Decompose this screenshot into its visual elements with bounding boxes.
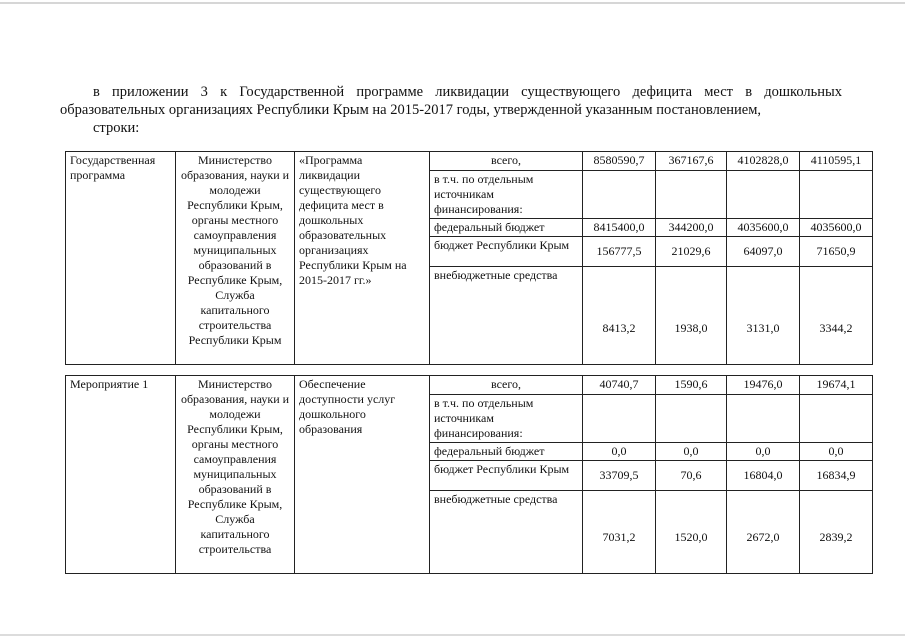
value-cell: 1938,0 <box>656 267 727 365</box>
value-cell: 8580590,7 <box>583 152 656 171</box>
scan-edge-top <box>0 2 905 4</box>
source-cell: внебюджетные средства <box>430 267 583 365</box>
row-name-cell: Государственная программа <box>66 152 176 365</box>
value-cell: 71650,9 <box>800 237 873 267</box>
intro-line-2: образовательных организациях Республики Крым на 2015-2017 годы, утвержденной указанным постановлением, <box>60 102 762 118</box>
value-cell: 16834,9 <box>800 461 873 491</box>
source-cell: всего, <box>430 376 583 395</box>
value-cell: 2672,0 <box>727 491 800 574</box>
table-row <box>66 152 873 171</box>
value-cell: 2839,2 <box>800 491 873 574</box>
source-cell: всего, <box>430 152 583 171</box>
scan-edge-bottom <box>0 634 905 636</box>
value-cell <box>583 395 656 443</box>
value-cell: 7031,2 <box>583 491 656 574</box>
value-cell: 3131,0 <box>727 267 800 365</box>
value-cell: 4102828,0 <box>727 152 800 171</box>
source-cell: в т.ч. по отдельным источникам финансирования: <box>430 395 583 443</box>
value-cell: 3344,2 <box>800 267 873 365</box>
value-cell: 40740,7 <box>583 376 656 395</box>
source-cell: в т.ч. по отдельным источникам финансирования: <box>430 171 583 219</box>
intro-line-1: в приложении 3 к Государственной программе ликвидации существующего дефицита мест в дошкольных <box>93 84 842 100</box>
value-cell: 21029,6 <box>656 237 727 267</box>
value-cell: 156777,5 <box>583 237 656 267</box>
value-cell: 367167,6 <box>656 152 727 171</box>
value-cell: 64097,0 <box>727 237 800 267</box>
value-cell: 0,0 <box>800 443 873 461</box>
value-cell <box>656 395 727 443</box>
value-cell <box>800 395 873 443</box>
table-row <box>66 376 873 395</box>
value-cell: 4035600,0 <box>800 219 873 237</box>
executor-cell: Министерство образования, науки и молодежи Республики Крым, органы местного самоуправления муниципальных образований в Республике Крым, Служба капитального строительства <box>176 376 295 574</box>
intro-line-3: строки: <box>93 120 140 136</box>
value-cell: 344200,0 <box>656 219 727 237</box>
value-cell: 0,0 <box>656 443 727 461</box>
value-cell: 0,0 <box>727 443 800 461</box>
program-title-cell: «Программа ликвидации существующего дефицита мест в дошкольных образовательных организациях Республики Крым на 2015-2017 гг.» <box>295 152 430 365</box>
value-cell <box>656 171 727 219</box>
row-name-cell: Мероприятие 1 <box>66 376 176 574</box>
intro-paragraph <box>60 83 842 137</box>
value-cell: 33709,5 <box>583 461 656 491</box>
value-cell: 70,6 <box>656 461 727 491</box>
value-cell: 0,0 <box>583 443 656 461</box>
value-cell <box>583 171 656 219</box>
value-cell: 16804,0 <box>727 461 800 491</box>
value-cell: 1590,6 <box>656 376 727 395</box>
funding-table-measure-1 <box>65 375 873 574</box>
value-cell: 8415400,0 <box>583 219 656 237</box>
value-cell: 4110595,1 <box>800 152 873 171</box>
value-cell: 4035600,0 <box>727 219 800 237</box>
value-cell: 1520,0 <box>656 491 727 574</box>
value-cell: 19674,1 <box>800 376 873 395</box>
source-cell: внебюджетные средства <box>430 491 583 574</box>
program-title-cell: Обеспечение доступности услуг дошкольного образования <box>295 376 430 574</box>
source-cell: федеральный бюджет <box>430 219 583 237</box>
value-cell <box>727 171 800 219</box>
value-cell: 19476,0 <box>727 376 800 395</box>
source-cell: федеральный бюджет <box>430 443 583 461</box>
source-cell: бюджет Республики Крым <box>430 461 583 491</box>
funding-table-state-program <box>65 151 873 365</box>
value-cell: 8413,2 <box>583 267 656 365</box>
value-cell <box>727 395 800 443</box>
value-cell <box>800 171 873 219</box>
executor-cell: Министерство образования, науки и молодежи Республики Крым, органы местного самоуправления муниципальных образований в Республике Крым, Служба капитального строительства Республики Крым <box>176 152 295 365</box>
source-cell: бюджет Республики Крым <box>430 237 583 267</box>
